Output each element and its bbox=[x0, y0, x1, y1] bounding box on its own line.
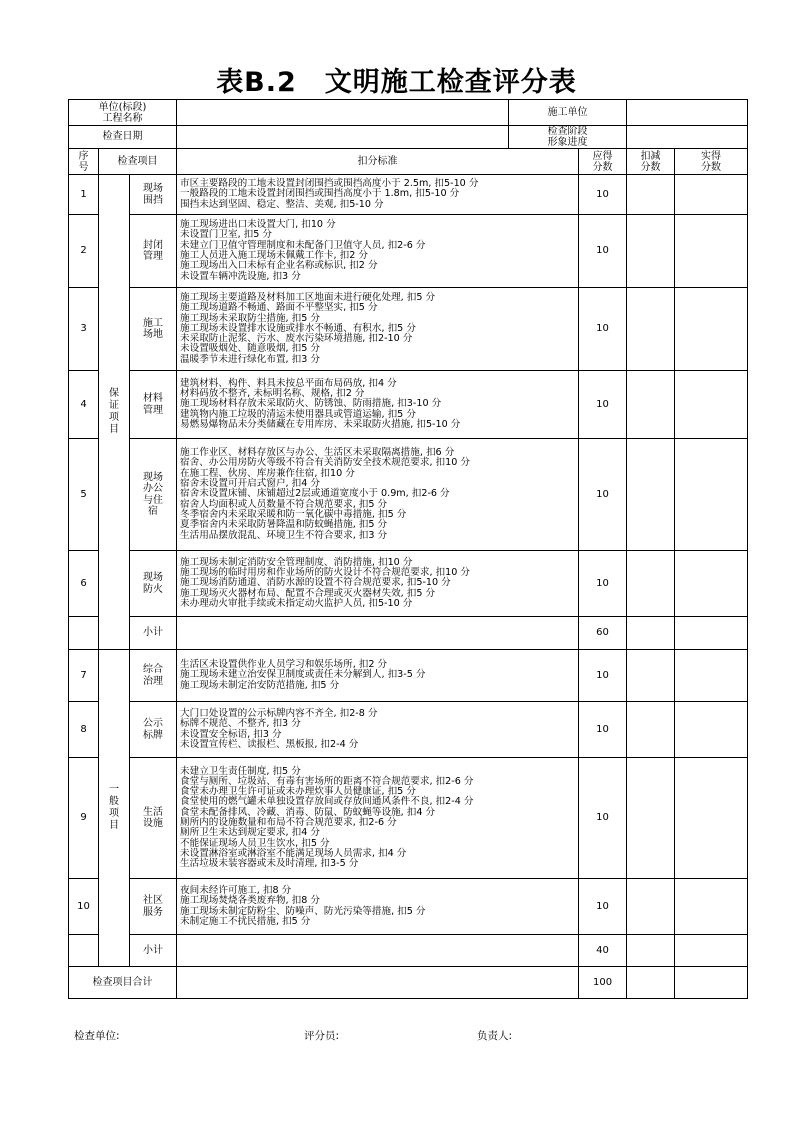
row-number: 8 bbox=[69, 702, 99, 758]
row-number: 10 bbox=[69, 879, 99, 935]
table-row bbox=[69, 439, 748, 551]
deduct-score-cell[interactable] bbox=[627, 215, 675, 288]
stage-label: 检查阶段 形象进度 bbox=[509, 126, 627, 149]
criteria-cell: 生活区未设置供作业人员学习和娱乐场所, 扣2 分 施工现场未建立治安保卫制度或责任未分解到人, 扣3-5 分 施工现场未制定治安防范措施, 扣5 分 bbox=[177, 650, 579, 702]
table-row bbox=[69, 175, 748, 215]
due-score: 10 bbox=[579, 371, 627, 439]
deduct-score-cell[interactable] bbox=[627, 702, 675, 758]
due-score: 10 bbox=[579, 288, 627, 371]
empty-criteria-cell bbox=[177, 967, 579, 999]
row-number: 1 bbox=[69, 175, 99, 215]
footer-grader: 评分员: bbox=[304, 1030, 340, 1042]
footer-responsible: 负责人: bbox=[477, 1030, 513, 1042]
due-score: 10 bbox=[579, 175, 627, 215]
deduct-score-cell[interactable] bbox=[627, 288, 675, 371]
table-row bbox=[69, 650, 748, 702]
project-name-label: 单位(标段) 工程名称 bbox=[69, 100, 177, 126]
deduct-score-cell[interactable] bbox=[627, 935, 675, 967]
subtotal-score: 40 bbox=[579, 935, 627, 967]
row-number: 4 bbox=[69, 371, 99, 439]
table-row bbox=[69, 288, 748, 371]
row-number: 6 bbox=[69, 551, 99, 617]
actual-score-cell[interactable] bbox=[675, 967, 748, 999]
column-header-deduct-score: 扣减 分数 bbox=[627, 149, 675, 175]
actual-score-cell[interactable] bbox=[675, 439, 748, 551]
item-name: 现场 办公 与住 宿 bbox=[130, 439, 177, 551]
group-label-general: 一 般 项 目 bbox=[99, 650, 130, 967]
table-row bbox=[69, 215, 748, 288]
deduct-score-cell[interactable] bbox=[627, 967, 675, 999]
column-header-seq: 序 号 bbox=[69, 149, 99, 175]
construction-unit-label: 施工单位 bbox=[509, 100, 627, 126]
actual-score-cell[interactable] bbox=[675, 215, 748, 288]
header-row-date bbox=[69, 126, 748, 149]
total-score: 100 bbox=[579, 967, 627, 999]
table-row bbox=[69, 702, 748, 758]
item-name: 社区 服务 bbox=[130, 879, 177, 935]
actual-score-cell[interactable] bbox=[675, 288, 748, 371]
subtotal-row bbox=[69, 617, 748, 650]
criteria-cell: 大门口处设置的公示标牌内容不齐全, 扣2-8 分 标牌不规范、不整齐, 扣3 分 未设置安全标语, 扣3 分 未设置宣传栏、读报栏、黑板报, 扣2-4 分 bbox=[177, 702, 579, 758]
total-label: 检查项目合计 bbox=[69, 967, 177, 999]
header-row-project bbox=[69, 100, 748, 126]
criteria-cell: 施工现场主要道路及材料加工区地面未进行硬化处理, 扣5 分 施工现场道路不畅通、路面不平整坚实, 扣5 分 施工现场未采取防尘措施, 扣5 分 施工现场未设置排水设施或排水不畅通、有积水, 扣5 分 未采取防止泥浆、污水、废水污染环境措施, 扣2-10 分 未设置吸烟处、随意吸烟, 扣5 分 温暖季节未进行绿化布置, 扣3 分 bbox=[177, 288, 579, 371]
item-name: 公示 标牌 bbox=[130, 702, 177, 758]
deduct-score-cell[interactable] bbox=[627, 371, 675, 439]
row-number: 2 bbox=[69, 215, 99, 288]
footer-inspector-unit: 检查单位: bbox=[74, 1030, 120, 1042]
column-header-due-score: 应得 分数 bbox=[579, 149, 627, 175]
table-row bbox=[69, 879, 748, 935]
deduct-score-cell[interactable] bbox=[627, 175, 675, 215]
criteria-cell: 建筑材料、构件、料具未按总平面布局码放, 扣4 分 材料码放不整齐, 未标明名称、规格, 扣2 分 施工现场材料存放未采取防火、防锈蚀、防雨措施, 扣3-10 分 建筑物内施工垃圾的清运未使用器具或管道运输, 扣5 分 易燃易爆物品未分类储藏在专用库房、未采取防火措施, 扣5-10 分 bbox=[177, 371, 579, 439]
row-number: 3 bbox=[69, 288, 99, 371]
table-row bbox=[69, 371, 748, 439]
group-label-guarantee: 保 证 项 目 bbox=[99, 175, 130, 650]
item-name: 现场 围挡 bbox=[130, 175, 177, 215]
actual-score-cell[interactable] bbox=[675, 551, 748, 617]
item-name: 材料 管理 bbox=[130, 371, 177, 439]
criteria-cell: 夜间未经许可施工, 扣8 分 施工现场焚烧各类废弃物, 扣8 分 施工现场未制定防粉尘、防噪声、防光污染等措施, 扣5 分 未制定施工不扰民措施, 扣5 分 bbox=[177, 879, 579, 935]
deduct-score-cell[interactable] bbox=[627, 551, 675, 617]
due-score: 10 bbox=[579, 879, 627, 935]
row-number: 5 bbox=[69, 439, 99, 551]
item-name: 综合 治理 bbox=[130, 650, 177, 702]
actual-score-cell[interactable] bbox=[675, 702, 748, 758]
check-date-label: 检查日期 bbox=[69, 126, 177, 149]
column-header-actual-score: 实得 分数 bbox=[675, 149, 748, 175]
empty-cell bbox=[69, 935, 99, 967]
actual-score-cell[interactable] bbox=[675, 617, 748, 650]
due-score: 10 bbox=[579, 439, 627, 551]
table-row bbox=[69, 551, 748, 617]
deduct-score-cell[interactable] bbox=[627, 617, 675, 650]
criteria-cell: 未建立卫生责任制度, 扣5 分 食堂与厕所、垃圾站、有毒有害场所的距离不符合规范要求, 扣2-6 分 食堂未办理卫生许可证或未办理炊事人员健康证, 扣5 分 食堂使用的燃气罐未单独设置存放间或存放间通风条件不良, 扣2-4 分 食堂未配备排风、冷藏、消毒、防鼠、防蚊蝇等设施, 扣4 分 厕所内的设施数量和布局不符合规范要求, 扣2-6 分 厕所卫生未达到规定要求, 扣4 分 不能保证现场人员卫生饮水, 扣5 分 未设置淋浴室或淋浴室不能满足现场人员需求, 扣4 分 生活垃圾未装容器或未及时清理, 扣3-5 分 bbox=[177, 758, 579, 879]
actual-score-cell[interactable] bbox=[675, 879, 748, 935]
deduct-score-cell[interactable] bbox=[627, 650, 675, 702]
actual-score-cell[interactable] bbox=[675, 758, 748, 879]
empty-cell bbox=[69, 617, 99, 650]
due-score: 10 bbox=[579, 702, 627, 758]
deduct-score-cell[interactable] bbox=[627, 439, 675, 551]
project-name-value[interactable] bbox=[177, 100, 509, 126]
table-row bbox=[69, 758, 748, 879]
item-name: 封闭 管理 bbox=[130, 215, 177, 288]
subtotal-score: 60 bbox=[579, 617, 627, 650]
item-name: 现场 防火 bbox=[130, 551, 177, 617]
row-number: 9 bbox=[69, 758, 99, 879]
total-row bbox=[69, 967, 748, 999]
deduct-score-cell[interactable] bbox=[627, 758, 675, 879]
column-header-row bbox=[69, 149, 748, 175]
actual-score-cell[interactable] bbox=[675, 650, 748, 702]
stage-value[interactable] bbox=[627, 126, 748, 149]
subtotal-label: 小计 bbox=[130, 935, 177, 967]
check-date-value[interactable] bbox=[177, 126, 509, 149]
due-score: 10 bbox=[579, 650, 627, 702]
actual-score-cell[interactable] bbox=[675, 935, 748, 967]
column-header-item: 检查项目 bbox=[99, 149, 177, 175]
column-header-criteria: 扣分标准 bbox=[177, 149, 579, 175]
actual-score-cell[interactable] bbox=[675, 371, 748, 439]
due-score: 10 bbox=[579, 215, 627, 288]
actual-score-cell[interactable] bbox=[675, 175, 748, 215]
deduct-score-cell[interactable] bbox=[627, 879, 675, 935]
criteria-cell: 市区主要路段的工地未设置封闭围挡或围挡高度小于 2.5m, 扣5-10 分 一般路段的工地未设置封闭围挡或围挡高度小于 1.8m, 扣5-10 分 围挡未达到坚固、稳定、整洁、美观, 扣5-10 分 bbox=[177, 175, 579, 215]
due-score: 10 bbox=[579, 758, 627, 879]
criteria-cell: 施工作业区、材料存放区与办公、生活区未采取隔离措施, 扣6 分 宿舍、办公用房防火等级不符合有关消防安全技术规范要求, 扣10 分 在施工程、伙房、库房兼作住宿, 扣10 分 宿舍未设置可开启式窗户, 扣4 分 宿舍未设置床铺、床铺超过2层或通道宽度小于 0.9m, 扣2-6 分 宿舍人均面积或人员数量不符合规范要求, 扣5 分 冬季宿舍内未采取采暖和防一氧化碳中毒措施, 扣5 分 夏季宿舍内未采取防暑降温和防蚊蝇措施, 扣5 分 生活用品摆放混乱、环境卫生不符合要求, 扣3 分 bbox=[177, 439, 579, 551]
construction-unit-value[interactable] bbox=[627, 100, 748, 126]
criteria-cell: 施工现场未制定消防安全管理制度、消防措施, 扣10 分 施工现场的临时用房和作业场所的防火设计不符合规范要求, 扣10 分 施工现场消防通道、消防水源的设置不符合规范要求, 扣5-10 分 施工现场灭火器材布局、配置不合理或灭火器材失效, 扣5 分 未办理动火审批手续或未指定动火监护人员, 扣5-10 分 bbox=[177, 551, 579, 617]
score-table bbox=[68, 99, 748, 999]
page-title: 表B.2 文明施工检查评分表 bbox=[216, 67, 577, 98]
item-name: 生活 设施 bbox=[130, 758, 177, 879]
empty-criteria-cell bbox=[177, 617, 579, 650]
subtotal-label: 小计 bbox=[130, 617, 177, 650]
subtotal-row bbox=[69, 935, 748, 967]
criteria-cell: 施工现场进出口未设置大门, 扣10 分 未设置门卫室, 扣5 分 未建立门卫值守管理制度和未配备门卫值守人员, 扣2-6 分 施工人员进入施工现场未佩戴工作卡, 扣2 分 施工现场出入口未标有企业名称或标识, 扣2 分 未设置车辆冲洗设施, 扣3 分 bbox=[177, 215, 579, 288]
empty-criteria-cell bbox=[177, 935, 579, 967]
due-score: 10 bbox=[579, 551, 627, 617]
row-number: 7 bbox=[69, 650, 99, 702]
item-name: 施工 场地 bbox=[130, 288, 177, 371]
